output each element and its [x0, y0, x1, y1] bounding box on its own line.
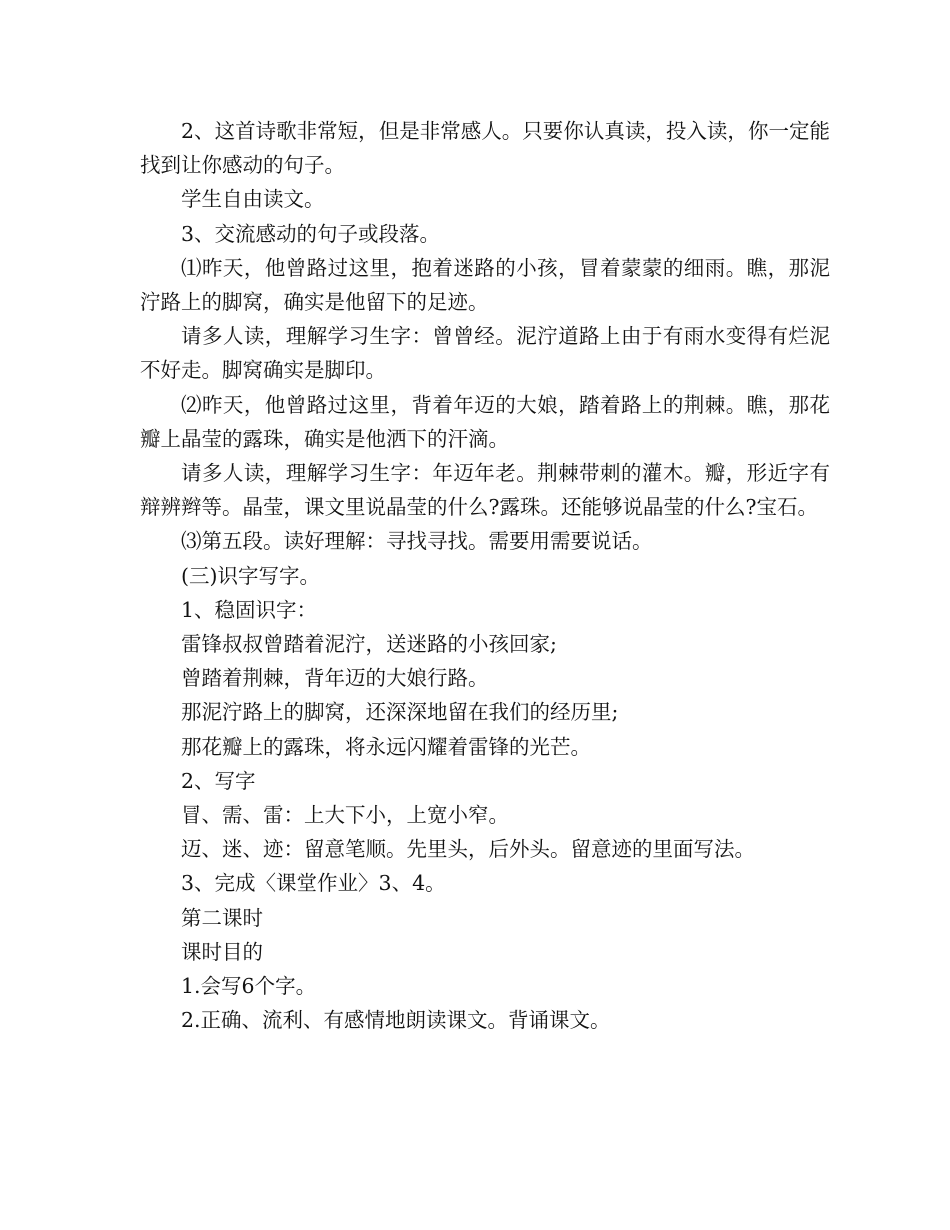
paragraph-vocab-1: 请多人读，理解学习生字：曾曾经。泥泞道路上由于有雨水变得有烂泥不好走。脚窝确实是脚印。 [140, 324, 830, 383]
paragraph-consolidate: 1、稳固识字： [181, 597, 318, 622]
objective-1: 1.会写6个字。 [181, 974, 317, 999]
paragraph-writing: 2、写字 [181, 768, 256, 793]
poem-line-3: 那泥泞路上的脚窝，还深深地留在我们的经历里; [181, 700, 619, 725]
poem-line-4: 那花瓣上的露珠，将永远闪耀着雷锋的光芒。 [181, 734, 591, 759]
paragraph-free-reading: 学生自由读文。 [181, 187, 325, 212]
paragraph-instruction-2: 2、这首诗歌非常短，但是非常感人。只要你认真读，投入读，你一定能找到让你感动的句子。 [140, 119, 830, 178]
section-heading-second-lesson: 第二课时 [181, 905, 263, 930]
paragraph-verse-2: ⑵昨天，他曾路过这里，背着年迈的大娘，踏着路上的荆棘。瞧，那花瓣上晶莹的露珠，确实是他洒下的汗滴。 [140, 392, 830, 451]
document-body [140, 114, 830, 1037]
paragraph-homework: 3、完成〈课堂作业〉3、4。 [181, 871, 446, 896]
poem-line-2: 曾踏着荆棘，背年迈的大娘行路。 [181, 666, 489, 691]
poem-line-1: 雷锋叔叔曾踏着泥泞，送迷路的小孩回家; [181, 632, 557, 657]
paragraph-writing-rule-2: 迈、迷、迹：留意笔顺。先里头，后外头。留意迹的里面写法。 [181, 837, 755, 862]
section-heading-literacy: (三)识字写字。 [181, 563, 320, 588]
section-heading-objectives: 课时目的 [181, 939, 263, 964]
paragraph-writing-rule-1: 冒、需、雷：上大下小，上宽小窄。 [181, 803, 509, 828]
objective-2: 2.正确、流利、有感情地朗读课文。背诵课文。 [181, 1008, 611, 1033]
paragraph-verse-1: ⑴昨天，他曾路过这里，抱着迷路的小孩，冒着蒙蒙的细雨。瞧，那泥泞路上的脚窝，确实是他留下的足迹。 [140, 255, 830, 315]
paragraph-vocab-2: 请多人读，理解学习生字：年迈年老。荆棘带刺的灌木。瓣，形近字有辩辨辫等。晶莹，课文里说晶莹的什么?露珠。还能够说晶莹的什么?宝石。 [140, 461, 830, 520]
paragraph-instruction-3: 3、交流感动的句子或段落。 [181, 221, 441, 246]
paragraph-verse-3: ⑶第五段。读好理解：寻找寻找。需要用需要说话。 [181, 529, 653, 554]
